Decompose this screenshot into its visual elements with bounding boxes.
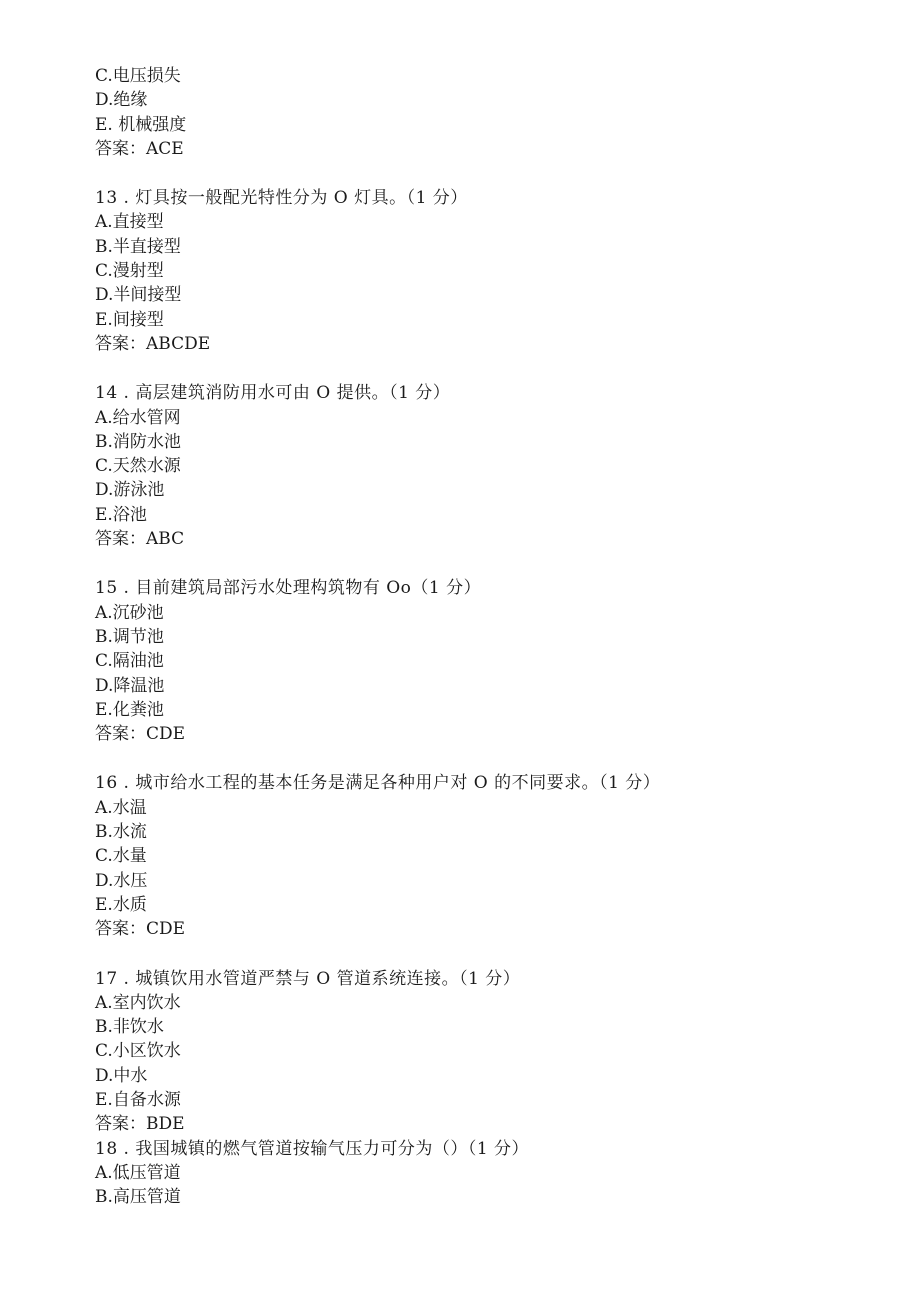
question-14	[95, 381, 875, 551]
option-a: A.低压管道	[95, 1162, 181, 1183]
option-b: B.调节池	[95, 626, 164, 647]
option-e: E.自备水源	[95, 1089, 181, 1110]
option-d: D.游泳池	[95, 480, 165, 501]
option-a: A.水温	[95, 797, 147, 818]
answer: 答案：ABCDE	[95, 333, 211, 354]
answer: 答案：ABC	[95, 529, 185, 550]
option-a: A.直接型	[95, 212, 164, 233]
question-title: 18 . 我国城镇的燃气管道按输气压力可分为（）（1 分）	[95, 1138, 530, 1159]
question-title: 15 . 目前建筑局部污水处理构筑物有 Oo（1 分）	[95, 578, 482, 599]
option-c: C.小区饮水	[95, 1041, 181, 1062]
option-b: B.消防水池	[95, 431, 181, 452]
answer: 答案：CDE	[95, 724, 186, 745]
question-17	[95, 967, 875, 1137]
option-b: B.半直接型	[95, 236, 181, 257]
option-d: D.降温池	[95, 675, 165, 696]
option-c: C.电压损失	[95, 66, 181, 86]
option-e: E. 机械强度	[95, 114, 187, 135]
question-title: 16 . 城市给水工程的基本任务是满足各种用户对 O 的不同要求。（1 分）	[95, 773, 661, 794]
option-d: D.水压	[95, 870, 148, 891]
option-b: B.非饮水	[95, 1017, 164, 1038]
question-title: 17 . 城镇饮用水管道严禁与 O 管道系统连接。（1 分）	[95, 968, 521, 989]
option-e: E.化粪池	[95, 699, 164, 720]
option-d: D.中水	[95, 1065, 148, 1086]
document-page	[95, 64, 875, 1209]
option-a: A.室内饮水	[95, 992, 181, 1013]
option-b: B.水流	[95, 822, 147, 843]
option-a: A.沉砂池	[95, 602, 164, 623]
answer: 答案：BDE	[95, 1114, 185, 1135]
question-13	[95, 186, 875, 356]
question-12-tail	[95, 64, 875, 161]
question-16	[95, 771, 875, 941]
option-c: C.天然水源	[95, 456, 181, 477]
option-d: D.绝缘	[95, 90, 148, 111]
option-c: C.水量	[95, 846, 147, 867]
option-c: C.隔油池	[95, 651, 164, 672]
option-e: E.水质	[95, 894, 147, 915]
option-a: A.给水管网	[95, 407, 181, 428]
option-b: B.高压管道	[95, 1187, 181, 1208]
answer: 答案：CDE	[95, 919, 186, 940]
option-e: E.浴池	[95, 504, 147, 525]
option-e: E.间接型	[95, 309, 164, 330]
question-title: 14 . 高层建筑消防用水可由 O 提供。（1 分）	[95, 383, 451, 404]
question-18	[95, 1137, 875, 1210]
question-title: 13 . 灯具按一般配光特性分为 O 灯具。（1 分）	[95, 188, 468, 209]
question-15	[95, 576, 875, 746]
option-d: D.半间接型	[95, 285, 182, 306]
answer: 答案：ACE	[95, 138, 184, 159]
option-c: C.漫射型	[95, 261, 164, 282]
